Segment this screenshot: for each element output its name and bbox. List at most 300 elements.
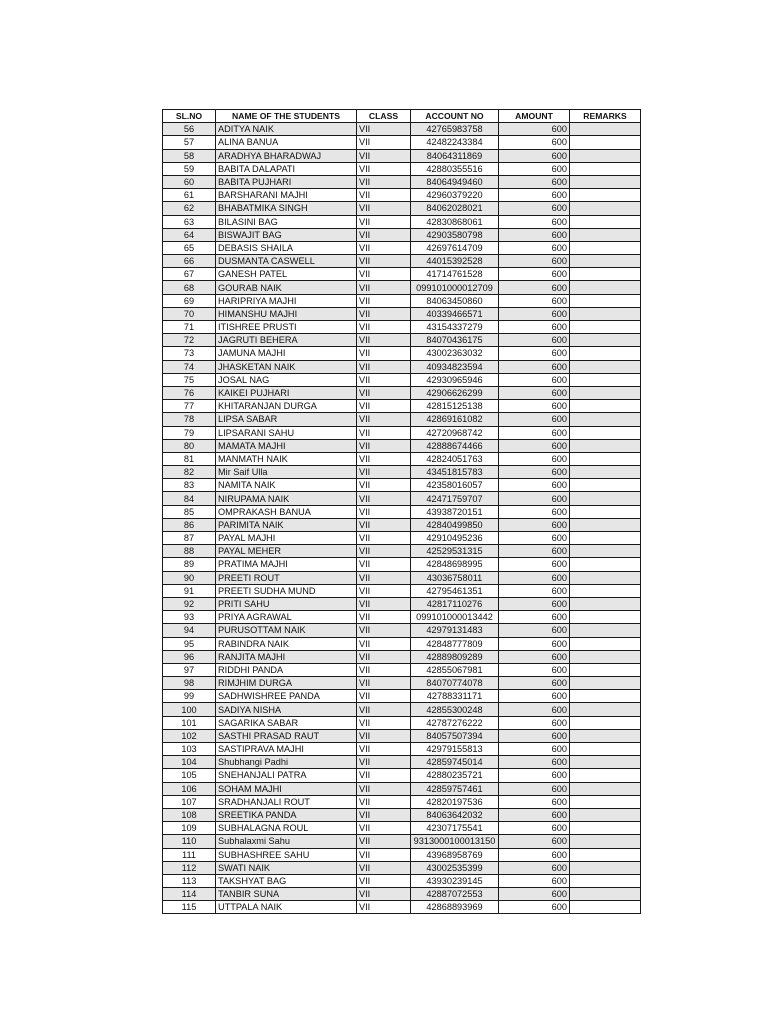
table-row [163, 795, 641, 808]
remarks-cell [570, 215, 641, 228]
table-row [163, 782, 641, 795]
remarks-cell [570, 281, 641, 294]
account-no-cell: 42820197536 [411, 795, 499, 808]
amount-cell: 600 [499, 360, 570, 373]
amount-cell: 600 [499, 400, 570, 413]
student-name-cell: ALINA BANUA [216, 136, 357, 149]
sl-no-cell: 111 [163, 848, 216, 861]
remarks-cell [570, 848, 641, 861]
remarks-cell [570, 795, 641, 808]
table-row [163, 861, 641, 874]
sl-no-cell: 105 [163, 769, 216, 782]
header-remarks: REMARKS [570, 110, 641, 123]
account-no-cell: 84063642032 [411, 808, 499, 821]
class-cell: VII [357, 149, 411, 162]
student-name-cell: PRATIMA MAJHI [216, 558, 357, 571]
remarks-cell [570, 347, 641, 360]
remarks-cell [570, 861, 641, 874]
remarks-cell [570, 466, 641, 479]
sl-no-cell: 99 [163, 690, 216, 703]
account-no-cell: 42979155813 [411, 743, 499, 756]
class-cell: VII [357, 901, 411, 914]
table-row [163, 848, 641, 861]
student-name-cell: SRADHANJALI ROUT [216, 795, 357, 808]
student-name-cell: NIRUPAMA NAIK [216, 492, 357, 505]
class-cell: VII [357, 268, 411, 281]
amount-cell: 600 [499, 584, 570, 597]
sl-no-cell: 98 [163, 677, 216, 690]
account-no-cell: 42906626299 [411, 386, 499, 399]
class-cell: VII [357, 294, 411, 307]
sl-no-cell: 81 [163, 452, 216, 465]
student-name-cell: PARIMITA NAIK [216, 518, 357, 531]
remarks-cell [570, 149, 641, 162]
remarks-cell [570, 241, 641, 254]
class-cell: VII [357, 136, 411, 149]
sl-no-cell: 65 [163, 241, 216, 254]
remarks-cell [570, 571, 641, 584]
class-cell: VII [357, 624, 411, 637]
remarks-cell [570, 663, 641, 676]
remarks-cell [570, 202, 641, 215]
remarks-cell [570, 756, 641, 769]
remarks-cell [570, 729, 641, 742]
sl-no-cell: 69 [163, 294, 216, 307]
class-cell: VII [357, 650, 411, 663]
sl-no-cell: 64 [163, 228, 216, 241]
table-row [163, 334, 641, 347]
student-name-cell: JAGRUTI BEHERA [216, 334, 357, 347]
amount-cell: 600 [499, 413, 570, 426]
student-name-cell: SUBHALAGNA ROUL [216, 822, 357, 835]
amount-cell: 600 [499, 743, 570, 756]
amount-cell: 600 [499, 624, 570, 637]
remarks-cell [570, 228, 641, 241]
amount-cell: 600 [499, 334, 570, 347]
account-no-cell: 84062028021 [411, 202, 499, 215]
class-cell: VII [357, 782, 411, 795]
sl-no-cell: 109 [163, 822, 216, 835]
account-no-cell: 42529531315 [411, 545, 499, 558]
sl-no-cell: 90 [163, 571, 216, 584]
table-row [163, 479, 641, 492]
class-cell: VII [357, 861, 411, 874]
class-cell: VII [357, 386, 411, 399]
table-row [163, 571, 641, 584]
table-body [163, 123, 641, 914]
table-row [163, 518, 641, 531]
account-no-cell: 40934823594 [411, 360, 499, 373]
amount-cell: 600 [499, 532, 570, 545]
amount-cell: 600 [499, 241, 570, 254]
sl-no-cell: 56 [163, 123, 216, 136]
class-cell: VII [357, 347, 411, 360]
account-no-cell: 43002363032 [411, 347, 499, 360]
table-row [163, 624, 641, 637]
student-name-cell: BABITA DALAPATI [216, 162, 357, 175]
amount-cell: 600 [499, 901, 570, 914]
account-no-cell: 42697614709 [411, 241, 499, 254]
class-cell: VII [357, 795, 411, 808]
student-name-cell: JHASKETAN NAIK [216, 360, 357, 373]
amount-cell: 600 [499, 835, 570, 848]
table-row [163, 835, 641, 848]
sl-no-cell: 112 [163, 861, 216, 874]
sl-no-cell: 57 [163, 136, 216, 149]
amount-cell: 600 [499, 874, 570, 887]
table-row [163, 360, 641, 373]
class-cell: VII [357, 584, 411, 597]
sl-no-cell: 66 [163, 255, 216, 268]
class-cell: VII [357, 321, 411, 334]
sl-no-cell: 107 [163, 795, 216, 808]
class-cell: VII [357, 690, 411, 703]
amount-cell: 600 [499, 162, 570, 175]
account-no-cell: 41714761528 [411, 268, 499, 281]
table-row [163, 492, 641, 505]
account-no-cell: 42471759707 [411, 492, 499, 505]
account-no-cell: 42720968742 [411, 426, 499, 439]
account-no-cell: 43451815783 [411, 466, 499, 479]
remarks-cell [570, 373, 641, 386]
class-cell: VII [357, 663, 411, 676]
sl-no-cell: 80 [163, 439, 216, 452]
remarks-cell [570, 597, 641, 610]
class-cell: VII [357, 532, 411, 545]
sl-no-cell: 102 [163, 729, 216, 742]
remarks-cell [570, 162, 641, 175]
header-sl-no: SL.NO [163, 110, 216, 123]
class-cell: VII [357, 703, 411, 716]
sl-no-cell: 77 [163, 400, 216, 413]
class-cell: VII [357, 571, 411, 584]
table-row [163, 466, 641, 479]
amount-cell: 600 [499, 861, 570, 874]
sl-no-cell: 96 [163, 650, 216, 663]
student-name-cell: BHABATMIKA SINGH [216, 202, 357, 215]
amount-cell: 600 [499, 492, 570, 505]
table-row [163, 373, 641, 386]
table-row [163, 545, 641, 558]
student-name-cell: PAYAL MAJHI [216, 532, 357, 545]
table-row [163, 175, 641, 188]
class-cell: VII [357, 756, 411, 769]
remarks-cell [570, 413, 641, 426]
class-cell: VII [357, 334, 411, 347]
account-no-cell: 84063450860 [411, 294, 499, 307]
account-no-cell: 42848698995 [411, 558, 499, 571]
table-row [163, 808, 641, 821]
sl-no-cell: 106 [163, 782, 216, 795]
remarks-cell [570, 175, 641, 188]
student-name-cell: RIMJHIM DURGA [216, 677, 357, 690]
table-row [163, 268, 641, 281]
table-row [163, 255, 641, 268]
sl-no-cell: 62 [163, 202, 216, 215]
amount-cell: 600 [499, 690, 570, 703]
remarks-cell [570, 558, 641, 571]
account-no-cell: 42765983758 [411, 123, 499, 136]
student-name-cell: LIPSA SABAR [216, 413, 357, 426]
student-name-cell: HARIPRIYA MAJHI [216, 294, 357, 307]
account-no-cell: 42888674466 [411, 439, 499, 452]
class-cell: VII [357, 769, 411, 782]
account-no-cell: 84070774078 [411, 677, 499, 690]
header-account-no: ACCOUNT NO [411, 110, 499, 123]
sl-no-cell: 86 [163, 518, 216, 531]
amount-cell: 600 [499, 466, 570, 479]
class-cell: VII [357, 597, 411, 610]
account-no-cell: 42855300248 [411, 703, 499, 716]
table-row [163, 136, 641, 149]
remarks-cell [570, 650, 641, 663]
table-row [163, 307, 641, 320]
class-cell: VII [357, 426, 411, 439]
amount-cell: 600 [499, 268, 570, 281]
sl-no-cell: 74 [163, 360, 216, 373]
student-name-cell: SAGARIKA SABAR [216, 716, 357, 729]
student-name-cell: GOURAB NAIK [216, 281, 357, 294]
class-cell: VII [357, 729, 411, 742]
amount-cell: 600 [499, 558, 570, 571]
remarks-cell [570, 505, 641, 518]
table-row [163, 650, 641, 663]
amount-cell: 600 [499, 782, 570, 795]
amount-cell: 600 [499, 729, 570, 742]
sl-no-cell: 97 [163, 663, 216, 676]
table-row [163, 386, 641, 399]
amount-cell: 600 [499, 136, 570, 149]
remarks-cell [570, 360, 641, 373]
sl-no-cell: 101 [163, 716, 216, 729]
account-no-cell: 43002535399 [411, 861, 499, 874]
class-cell: VII [357, 228, 411, 241]
student-name-cell: PREETI SUDHA MUND [216, 584, 357, 597]
student-name-cell: SADHWISHREE PANDA [216, 690, 357, 703]
header-class: CLASS [357, 110, 411, 123]
student-name-cell: ARADHYA BHARADWAJ [216, 149, 357, 162]
student-name-cell: Subhalaxmi Sahu [216, 835, 357, 848]
class-cell: VII [357, 518, 411, 531]
student-name-cell: BABITA PUJHARI [216, 175, 357, 188]
table-row [163, 505, 641, 518]
class-cell: VII [357, 452, 411, 465]
remarks-cell [570, 123, 641, 136]
amount-cell: 600 [499, 452, 570, 465]
remarks-cell [570, 439, 641, 452]
account-no-cell: 42787276222 [411, 716, 499, 729]
table-row [163, 426, 641, 439]
table-row [163, 822, 641, 835]
table-row [163, 202, 641, 215]
table-row [163, 162, 641, 175]
sl-no-cell: 110 [163, 835, 216, 848]
amount-cell: 600 [499, 255, 570, 268]
table-row [163, 901, 641, 914]
sl-no-cell: 60 [163, 175, 216, 188]
account-no-cell: 42859745014 [411, 756, 499, 769]
student-name-cell: PRIYA AGRAWAL [216, 611, 357, 624]
student-name-cell: UTTPALA NAIK [216, 901, 357, 914]
table-row [163, 729, 641, 742]
student-name-cell: TANBIR SUNA [216, 888, 357, 901]
sl-no-cell: 61 [163, 189, 216, 202]
student-name-cell: SOHAM MAJHI [216, 782, 357, 795]
account-no-cell: 43930239145 [411, 874, 499, 887]
account-no-cell: 43154337279 [411, 321, 499, 334]
remarks-cell [570, 888, 641, 901]
sl-no-cell: 87 [163, 532, 216, 545]
table-row [163, 241, 641, 254]
account-no-cell: 42815125138 [411, 400, 499, 413]
account-no-cell: 42859757461 [411, 782, 499, 795]
sl-no-cell: 94 [163, 624, 216, 637]
student-name-cell: SWATI NAIK [216, 861, 357, 874]
remarks-cell [570, 769, 641, 782]
student-name-cell: RANJITA MAJHI [216, 650, 357, 663]
table-row [163, 584, 641, 597]
student-name-cell: HIMANSHU MAJHI [216, 307, 357, 320]
amount-cell: 600 [499, 386, 570, 399]
table-row [163, 637, 641, 650]
student-name-cell: DEBASIS SHAILA [216, 241, 357, 254]
account-no-cell: 42817110276 [411, 597, 499, 610]
remarks-cell [570, 690, 641, 703]
account-no-cell: 9313000100013150 [411, 835, 499, 848]
table-row [163, 347, 641, 360]
amount-cell: 600 [499, 505, 570, 518]
amount-cell: 600 [499, 716, 570, 729]
remarks-cell [570, 874, 641, 887]
sl-no-cell: 72 [163, 334, 216, 347]
amount-cell: 600 [499, 677, 570, 690]
student-name-cell: BILASINI BAG [216, 215, 357, 228]
class-cell: VII [357, 611, 411, 624]
account-no-cell: 42930965946 [411, 373, 499, 386]
account-no-cell: 42869161082 [411, 413, 499, 426]
amount-cell: 600 [499, 307, 570, 320]
table-row [163, 294, 641, 307]
amount-cell: 600 [499, 663, 570, 676]
student-name-cell: Mir Saif Ulla [216, 466, 357, 479]
remarks-cell [570, 255, 641, 268]
remarks-cell [570, 189, 641, 202]
sl-no-cell: 115 [163, 901, 216, 914]
class-cell: VII [357, 558, 411, 571]
sl-no-cell: 95 [163, 637, 216, 650]
class-cell: VII [357, 202, 411, 215]
amount-cell: 600 [499, 439, 570, 452]
class-cell: VII [357, 505, 411, 518]
class-cell: VII [357, 400, 411, 413]
header-name: NAME OF THE STUDENTS [216, 110, 357, 123]
account-no-cell: 43938720151 [411, 505, 499, 518]
class-cell: VII [357, 637, 411, 650]
sl-no-cell: 75 [163, 373, 216, 386]
sl-no-cell: 73 [163, 347, 216, 360]
account-no-cell: 42880355516 [411, 162, 499, 175]
student-name-cell: TAKSHYAT BAG [216, 874, 357, 887]
account-no-cell: 42910495236 [411, 532, 499, 545]
sl-no-cell: 85 [163, 505, 216, 518]
class-cell: VII [357, 479, 411, 492]
account-no-cell: 42795461351 [411, 584, 499, 597]
amount-cell: 600 [499, 321, 570, 334]
amount-cell: 600 [499, 769, 570, 782]
account-no-cell: 42840499850 [411, 518, 499, 531]
class-cell: VII [357, 189, 411, 202]
account-no-cell: 40339466571 [411, 307, 499, 320]
student-name-cell: BARSHARANI MAJHI [216, 189, 357, 202]
class-cell: VII [357, 677, 411, 690]
account-no-cell: 42960379220 [411, 189, 499, 202]
amount-cell: 600 [499, 703, 570, 716]
table-row [163, 400, 641, 413]
sl-no-cell: 92 [163, 597, 216, 610]
table-row [163, 597, 641, 610]
remarks-cell [570, 532, 641, 545]
student-name-cell: MAMATA MAJHI [216, 439, 357, 452]
account-no-cell: 43036758011 [411, 571, 499, 584]
amount-cell: 600 [499, 149, 570, 162]
sl-no-cell: 91 [163, 584, 216, 597]
amount-cell: 600 [499, 597, 570, 610]
account-no-cell: 42887072553 [411, 888, 499, 901]
student-name-cell: ITISHREE PRUSTI [216, 321, 357, 334]
class-cell: VII [357, 255, 411, 268]
remarks-cell [570, 400, 641, 413]
table-row [163, 321, 641, 334]
remarks-cell [570, 386, 641, 399]
remarks-cell [570, 334, 641, 347]
table-row [163, 756, 641, 769]
sl-no-cell: 88 [163, 545, 216, 558]
table-row [163, 769, 641, 782]
amount-cell: 600 [499, 808, 570, 821]
amount-cell: 600 [499, 756, 570, 769]
account-no-cell: 42903580798 [411, 228, 499, 241]
header-row [163, 110, 641, 123]
remarks-cell [570, 901, 641, 914]
table-row [163, 189, 641, 202]
class-cell: VII [357, 888, 411, 901]
account-no-cell: 42830868061 [411, 215, 499, 228]
student-name-cell: KHITARANJAN DURGA [216, 400, 357, 413]
student-name-cell: BISWAJIT BAG [216, 228, 357, 241]
student-name-cell: ADITYA NAIK [216, 123, 357, 136]
amount-cell: 600 [499, 611, 570, 624]
table-row [163, 888, 641, 901]
table-row [163, 452, 641, 465]
account-no-cell: 84064311869 [411, 149, 499, 162]
student-name-cell: PRITI SAHU [216, 597, 357, 610]
amount-cell: 600 [499, 518, 570, 531]
amount-cell: 600 [499, 123, 570, 136]
amount-cell: 600 [499, 822, 570, 835]
table-row [163, 123, 641, 136]
remarks-cell [570, 268, 641, 281]
amount-cell: 600 [499, 426, 570, 439]
table-row [163, 413, 641, 426]
sl-no-cell: 89 [163, 558, 216, 571]
amount-cell: 600 [499, 215, 570, 228]
remarks-cell [570, 822, 641, 835]
table-row [163, 532, 641, 545]
sl-no-cell: 104 [163, 756, 216, 769]
table-row [163, 690, 641, 703]
remarks-cell [570, 637, 641, 650]
table-row [163, 558, 641, 571]
